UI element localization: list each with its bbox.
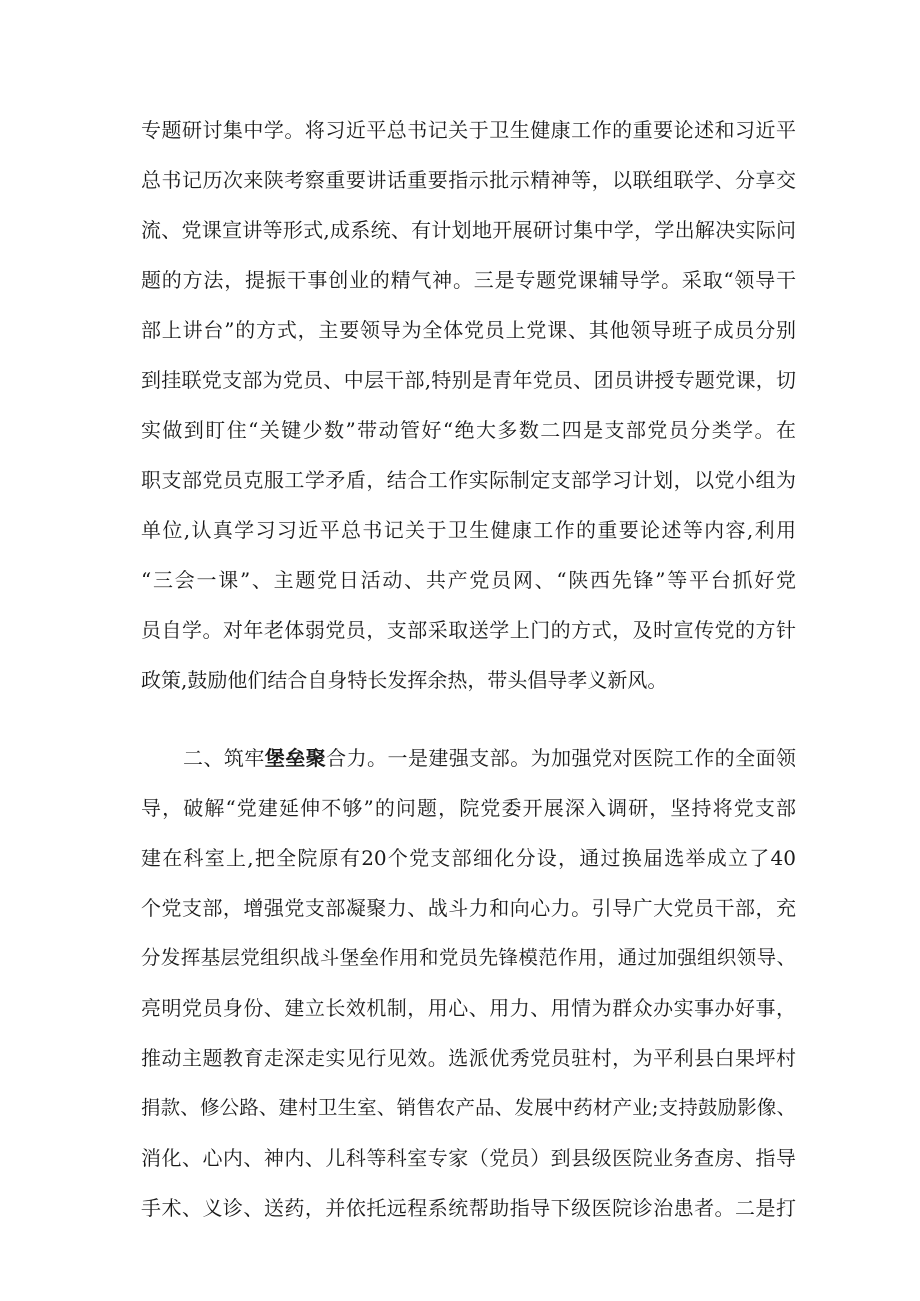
text-line: 手术、义诊、送药，并依托远程系统帮助指导下级医院诊治患者。二是打	[141, 1196, 796, 1220]
text-line: 实做到盯住“关键少数”带动管好“绝大多数二四是支部党员分类学。在	[141, 418, 796, 442]
text-line: 员自学。对年老体弱党员，支部采取送学上门的方式，及时宣传党的方针	[141, 618, 796, 642]
text-line: 部上讲台”的方式，主要领导为全体党员上党课、其他领导班子成员分别	[141, 318, 796, 342]
text-line: 政策,鼓励他们结合自身特长发挥余热，带头倡导孝义新风。	[141, 668, 668, 692]
text-line: 总书记历次来陕考察重要讲话重要指示批示精神等，以联组联学、分享交	[141, 168, 796, 192]
heading-prefix: 二、筑牢	[183, 746, 265, 770]
text-line: 专题研讨集中学。将习近平总书记关于卫生健康工作的重要论述和习近平	[141, 118, 796, 142]
section-heading-line	[183, 740, 796, 776]
text-line: 推动主题教育走深走实见行见效。选派优秀党员驻村，为平利县白果坪村	[141, 1046, 796, 1070]
heading-emphasis: 堡垒聚	[264, 746, 327, 770]
text-line: 导，破解“党建延伸不够”的问题，院党委开展深入调研，坚持将党支部	[141, 796, 796, 820]
text-line: “三会一课”、主题党日活动、共产党员网、“陕西先锋”等平台抓好党	[141, 568, 796, 592]
text-line: 捐款、修公路、建村卫生室、销售农产品、发展中药材产业;支持鼓励影像、	[141, 1096, 796, 1119]
text-line: 消化、心内、神内、儿科等科室专家（党员）到县级医院业务查房、指导	[141, 1146, 796, 1170]
text-line: 亮明党员身份、建立长效机制，用心、用力、用情为群众办实事办好事，	[141, 996, 796, 1020]
text-line: 到挂联党支部为党员、中层干部,特别是青年党员、团员讲授专题党课，切	[141, 368, 796, 392]
text-line: 流、党课宣讲等形式,成系统、有计划地开展研讨集中学，学出解决实际问	[141, 218, 796, 242]
text-line: 分发挥基层党组织战斗堡垒作用和党员先锋模范作用，通过加强组织领导、	[141, 946, 796, 969]
heading-suffix: 合力。一是建强支部。为加强党对医院工作的全面领	[326, 746, 797, 770]
text-line: 职支部党员克服工学矛盾，结合工作实际制定支部学习计划，以党小组为	[141, 468, 796, 492]
text-line: 建在科室上,把全院原有20个党支部细化分设，通过换届选举成立了40	[141, 846, 796, 870]
text-line: 题的方法，提振干事创业的精气神。三是专题党课辅导学。采取“领导干	[141, 268, 796, 292]
text-line: 个党支部，增强党支部凝聚力、战斗力和向心力。引导广大党员干部，充	[141, 896, 796, 920]
text-line: 单位,认真学习习近平总书记关于卫生健康工作的重要论述等内容,利用	[141, 518, 796, 542]
